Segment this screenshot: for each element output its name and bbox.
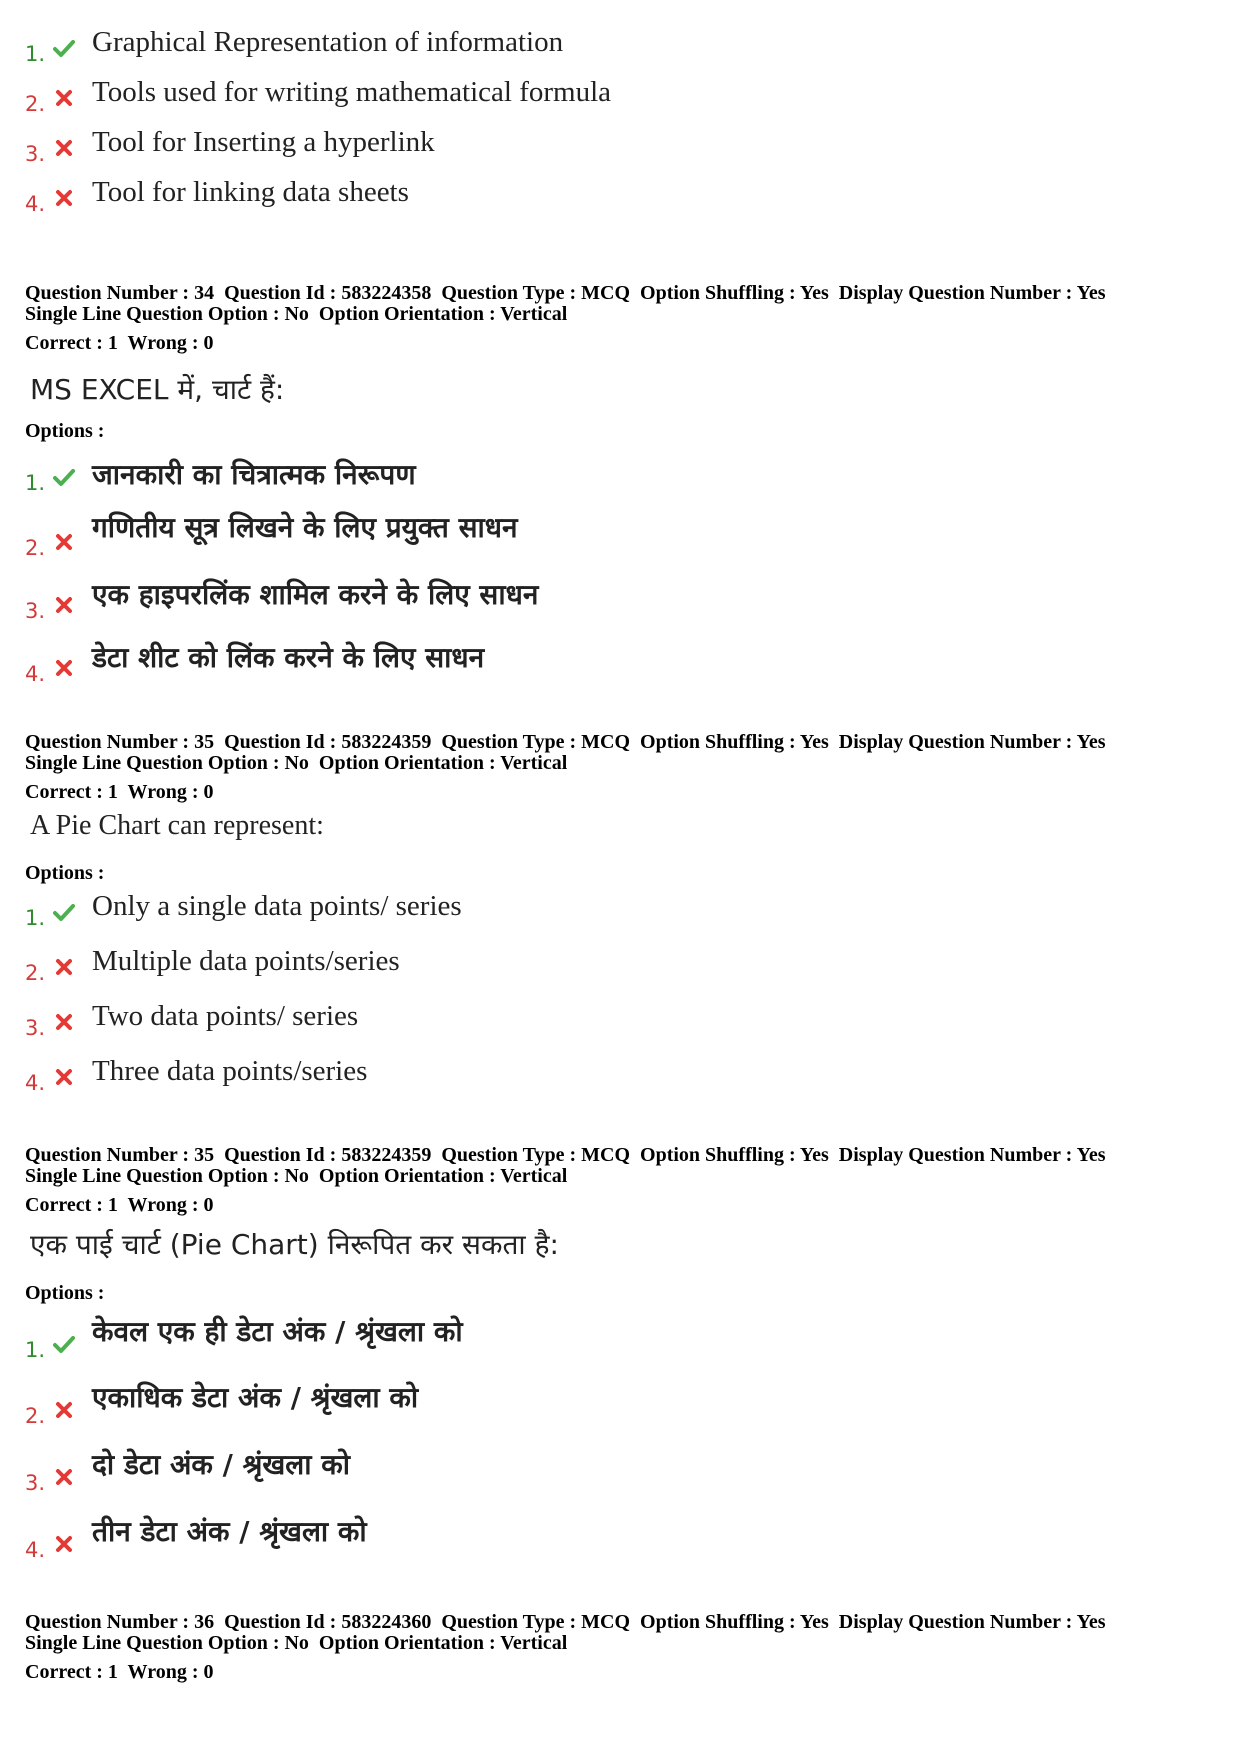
question-meta: Question Number : 35 Question Id : 583224359 Question Type : MCQ Option Shuffling : Yes Display Question Number : Yes xyxy=(25,731,1106,753)
cross-icon xyxy=(52,1065,76,1089)
option-text: एकाधिक डेटा अंक / श्रृंखला को xyxy=(92,1381,419,1414)
option-number: 3. xyxy=(25,1471,46,1495)
option-number: 1. xyxy=(25,1338,46,1362)
option-number: 3. xyxy=(25,1016,46,1040)
option-number: 1. xyxy=(25,471,46,495)
check-icon xyxy=(52,1332,76,1356)
cross-icon xyxy=(52,86,76,110)
question-meta: Single Line Question Option : No Option Orientation : Vertical xyxy=(25,303,568,325)
cross-icon xyxy=(52,530,76,554)
options-label: Options : xyxy=(25,862,105,884)
option-text: जानकारी का चित्रात्मक निरूपण xyxy=(92,458,416,491)
option-text: Three data points/series xyxy=(92,1055,368,1087)
check-icon xyxy=(52,465,76,489)
cross-icon xyxy=(52,955,76,979)
option-number: 4. xyxy=(25,662,46,686)
option-text: तीन डेटा अंक / श्रृंखला को xyxy=(92,1515,367,1548)
option-item xyxy=(0,455,1000,505)
option-item xyxy=(0,1381,1000,1438)
cross-icon xyxy=(52,656,76,680)
option-item xyxy=(0,511,1000,570)
option-item xyxy=(0,176,1000,226)
option-number: 4. xyxy=(25,1071,46,1095)
score-line: Correct : 1 Wrong : 0 xyxy=(25,1194,214,1216)
option-number: 2. xyxy=(25,92,46,116)
option-text: गणितीय सूत्र लिखने के लिए प्रयुक्त साधन xyxy=(92,511,518,544)
cross-icon xyxy=(52,1532,76,1556)
option-text: Tools used for writing mathematical formula xyxy=(92,76,612,108)
option-item xyxy=(0,126,1000,176)
cross-icon xyxy=(52,593,76,617)
option-item xyxy=(0,76,1000,126)
option-item xyxy=(0,1448,1000,1505)
question-meta: Question Number : 35 Question Id : 583224359 Question Type : MCQ Option Shuffling : Yes Display Question Number : Yes xyxy=(25,1144,1106,1166)
option-item xyxy=(0,1055,1000,1105)
cross-icon xyxy=(52,1010,76,1034)
question-meta: Single Line Question Option : No Option Orientation : Vertical xyxy=(25,1632,568,1654)
option-text: एक हाइपरलिंक शामिल करने के लिए साधन xyxy=(92,578,539,611)
score-line: Correct : 1 Wrong : 0 xyxy=(25,781,214,803)
option-item xyxy=(0,945,1000,995)
option-text: Graphical Representation of information xyxy=(92,26,564,58)
cross-icon xyxy=(52,1398,76,1422)
option-number: 1. xyxy=(25,906,46,930)
option-number: 2. xyxy=(25,1404,46,1428)
option-number: 4. xyxy=(25,1538,46,1562)
option-item xyxy=(0,890,1000,940)
option-text: Multiple data points/series xyxy=(92,945,400,977)
option-number: 4. xyxy=(25,192,46,216)
cross-icon xyxy=(52,136,76,160)
option-item xyxy=(0,1315,1000,1372)
cross-icon xyxy=(52,1465,76,1489)
question-text: A Pie Chart can represent: xyxy=(30,810,324,841)
check-icon xyxy=(52,900,76,924)
option-item xyxy=(0,1000,1000,1050)
score-line: Correct : 1 Wrong : 0 xyxy=(25,1661,214,1683)
option-item xyxy=(0,26,1000,76)
option-text: डेटा शीट को लिंक करने के लिए साधन xyxy=(92,641,485,674)
question-meta: Question Number : 36 Question Id : 583224360 Question Type : MCQ Option Shuffling : Yes Display Question Number : Yes xyxy=(25,1611,1106,1633)
question-meta: Question Number : 34 Question Id : 583224358 Question Type : MCQ Option Shuffling : Yes Display Question Number : Yes xyxy=(25,282,1106,304)
option-text: Only a single data points/ series xyxy=(92,890,462,922)
option-number: 3. xyxy=(25,142,46,166)
check-icon xyxy=(52,36,76,60)
options-label: Options : xyxy=(25,420,105,442)
option-text: Two data points/ series xyxy=(92,1000,359,1032)
option-text: दो डेटा अंक / श्रृंखला को xyxy=(92,1448,351,1481)
question-text: MS EXCEL में, चार्ट हैं: xyxy=(30,373,285,406)
option-number: 2. xyxy=(25,961,46,985)
option-item xyxy=(0,578,1000,633)
question-meta: Single Line Question Option : No Option Orientation : Vertical xyxy=(25,752,568,774)
cross-icon xyxy=(52,186,76,210)
options-label: Options : xyxy=(25,1282,105,1304)
option-item xyxy=(0,1515,1000,1572)
option-number: 1. xyxy=(25,42,46,66)
score-line: Correct : 1 Wrong : 0 xyxy=(25,332,214,354)
option-item xyxy=(0,641,1000,696)
option-number: 3. xyxy=(25,599,46,623)
option-text: केवल एक ही डेटा अंक / श्रृंखला को xyxy=(92,1315,463,1348)
question-meta: Single Line Question Option : No Option Orientation : Vertical xyxy=(25,1165,568,1187)
option-text: Tool for Inserting a hyperlink xyxy=(92,126,435,158)
question-text: एक पाई चार्ट (Pie Chart) निरूपित कर सकता है: xyxy=(30,1228,559,1261)
option-text: Tool for linking data sheets xyxy=(92,176,409,208)
option-number: 2. xyxy=(25,536,46,560)
